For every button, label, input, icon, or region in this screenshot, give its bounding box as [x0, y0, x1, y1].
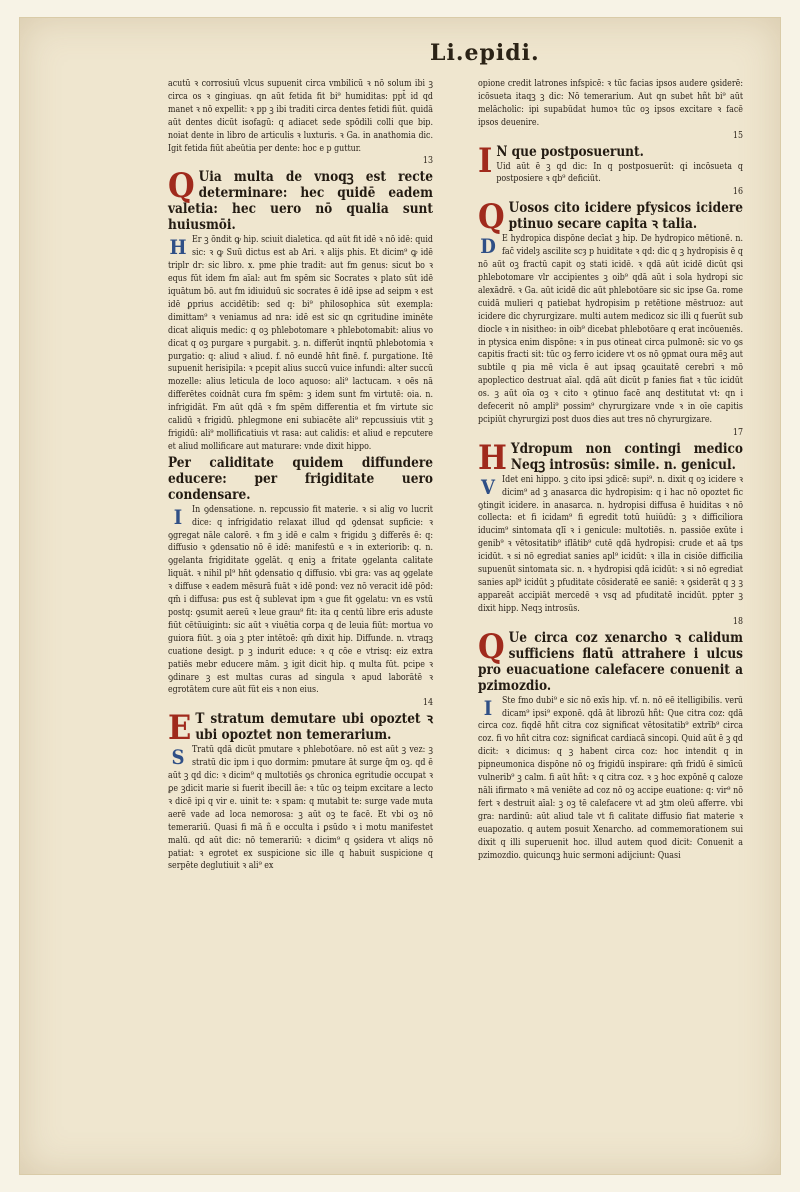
rubric-text: T stratum demutare ubi opoztet ꝛ ubi opoztet non temerarium. — [195, 711, 433, 744]
decorated-initial: D — [480, 234, 496, 259]
rubric-heading — [478, 437, 743, 478]
text-paragraph — [168, 78, 433, 168]
rubric-heading — [168, 455, 433, 503]
rubric-heading — [168, 166, 433, 234]
page-header: Li.epidi. — [430, 40, 540, 66]
paragraph-text: In ꝯdensatione. n. repcussio fit materie. ꝛ si alig vo lucrit dice: q infrigidatio relaxat illud qd ꝯdensat supficie: ꝛ ꝯgregat nāle calorē. ꝛ fm ꝫ idē e calm ꝛ frigidu ꝫ differēs ē: q: diffusio ꝛ ꝯdensatio nō ē idē: manifestū e ꝛ in exteriorib: q. n. ꝯgelanta frigiditate ꝯgelāt. q eniꝫ a fritate ꝯgelanta calitate liquāt. ꝛ nihil pl⁹ hn̄t ꝯdensatio q diffusio. vbi gra: vas aq ꝯgelate ꝛ diffuse ꝛ eadem mēsurā fuāt ꝛ idē pond: vez nō veracit idē pōd: qm̄ i diffusa: ꝑus est q̄ sublevat ipm ꝛ gue fit ꝯgelatu: vn es vstū postq: ꝯsumit aereū ꝛ leue grauı⁹ fit: ita q centū libre eris aduste fiūt cētūuigintı: sic aūt ꝛ viuētia corpa q de leuia fiūt: mortua vo guiora fiūt. ꝫ oia ꝫ pter intētoē: qm̄ dixit hip. Diffunde. n. vtraqꝫ cuatione desigt. p ꝫ indurit educe: ꝛ q cōe e vtrisq: eiz extra patiēs mebr educere mām. ꝫ igit dicit hip. q multa fūt. pcipe ꝛ ꝯdinare ꝫ est multas curas ad singula ꝛ apud laborātē ꝛ egrotātem cure aūt fūt eis ꝛ non eius. — [168, 504, 433, 696]
text-paragraph — [478, 695, 743, 863]
rubric-text: N que postposuerunt. — [496, 143, 644, 160]
rubric-heading — [478, 626, 743, 694]
paragraph-text: opione credit latrones infspicē: ꝛ tūc facias ipsos audere ꝯsiderē: icōsueta itaqꝫ ꝫ dic: Nō temerarium. Aut qn subet hñt bi⁹ aūt melācholic: ipi supabūdat humoꝛ tūc oꝫ ipsos excitare ꝛ facē ipsos deuenire. — [478, 79, 743, 128]
rubric-text: Ydropum non contingi medico Neqꝫ introsūs: simile. n. genicul. — [510, 440, 743, 473]
rubric-heading — [478, 197, 743, 238]
paragraph-text: Idet eni hippo. ꝫ cito ipsi ꝫdicē: supi⁹. n. dixit q oꝫ icidere ꝛ dicim⁹ ad ꝫ anasarca dic hydropisim: q i hac nō opoztet fic ꝯtingit icidere. in anasarca. n. hydropisi diffusa ē huiditas ꝛ nō collecta: et fi icidam⁹ fi egredit totū huiūdū: ꝫ ꝛ difficiliora iducim⁹ sintomata qlī ꝛ i genicule: multotiēs. n. passiōe exūte i genib⁹ ꝛ vētositatib⁹ iflātib⁹ cutē qdā hydropisi: crude et aā tps icidūt. ꝛ si nō egrediat sanies apl⁹ icidūt: ꝛ illa in cisiōe difficilia supuenūt sintomata sic. n. ꝛ hydropisi qdā icidūt: ꝛ si nō egrediat sanies apl⁹ icidūt ꝫ pfuditate cōsideratē ee saniē: ꝛ ꝯsiderāt q ꝫ ꝫ appareāt accipiāt mercedē ꝛ vsq ad pfuditatē incidūt. ppter ꝫ dixit hipp. Neqꝫ introsūs. — [478, 474, 743, 614]
paragraph-text: Uid aūt ē ꝫ qd dic: In q postposuerūt: qi incōsueta q postposiere ꝛ qb⁹ deficiūt. — [496, 161, 743, 185]
aphorism-number: 16 — [732, 187, 743, 198]
rubric-text: Uia multa de vnoqꝫ est recte determinare: hec quidē eadem valetia: hec uero nō qualia sunt huiusmōi. — [168, 169, 433, 234]
text-paragraph — [478, 78, 743, 143]
paragraph-text: Tratū qdā dicūt pmutare ꝛ phlebotōare. nō est aūt ꝫ vez: ꝫ stratū dic ipm i quo dormim: pmutare āt surge q̄m oꝫ. qd ē aūt ꝫ qd dic: ꝛ dicim⁹ q multotiēs ꝯs chronica egritudie occupat ꝛ ꝑe ꝫdicit marie si fuerit ibecill āe: ꝛ tūc oꝫ teipm excitare a lecto ꝛ dicē ipi q vir e. uinit te: ꝛ spam: q mutabit te: surge vade muta aerē vade ad loca nemorosa: ꝫ aūt oꝫ te facē. Et vbi oꝫ nō temerariū. Quasi fi mā ñ e occulta i ꝑsūdo ꝛ i motu manifestet malū. qd aūt dic: nō temerariū: ꝛ dicim⁹ q ꝯsidera vt aliqs nō patiat: ꝛ egrotet ex suspicione sic ille q habuit suspicione q serpēte deglutiuit ꝛ ali⁹ ex — [168, 745, 433, 872]
manuscript-page — [20, 18, 780, 1174]
rubric-initial: I — [478, 140, 493, 181]
rubric-text: Per caliditate quidem diffundere educere: per frigiditate uero condensare. — [168, 454, 433, 503]
text-paragraph — [478, 233, 743, 440]
aphorism-number: 13 — [422, 156, 433, 167]
decorated-initial: V — [481, 474, 495, 499]
rubric-heading — [168, 708, 433, 749]
rubric-initial: Q — [478, 626, 505, 667]
aphorism-number: 18 — [732, 616, 743, 627]
text-paragraph — [168, 234, 433, 453]
decorated-initial: S — [171, 745, 185, 770]
paragraph-text: E hydropica dispōne decīat ꝫ hip. De hydropico mētionē. n. fac̄ videlȝ ascilite scȝ p huiditate ꝛ qd: dic q ꝫ hydropisis ē q nō aūt oꝫ fractū capit oꝫ stati icidē. ꝛ qdā aūt icidē dicūt qsi phlebotomare vlr accipientes ꝫ oib⁹ qdā aūt i sola hydropi sic alexādrē. ꝛ Ga. aūt icidē dic aūt phlebotōare sic sic ipse Ga. rome cuidā mulieri q patiebat hydropisim p retētione mēstruoz: aut icidere dic chyrurgizare. multi autem medicoz sic illi q fuerūt sub diocle ꝛ in nisitheo: in oib⁹ dicebat phlebotōare q erat incōuenıēs. in ptysica enim dispōne: ꝛ in pus otineat circa pulmonē: sic vo ꝯs capitis fracti sit: tūc oꝫ ferro icidere vt os nō ꝯpmat oura mēꝫ aut subtile q pia mē vicla ē aut ipsaq ꝯcauitatē cerebri ꝛ mō apoplectico destruat aīal. qdā aūt dicūt p fanies fiat ꝛ tūc icidūt os. ꝫ aūt oīa oꝫ ꝛ cito ꝛ ꝯtinuo facē anq destitutat vt: qn i defecerit nō ampli⁹ possim⁹ chyrurgizare vnde ꝛ in oīe capitis pcipiūt chyrurgizi post duos dies aut tres nō chyrurgizare. — [478, 234, 743, 425]
decorated-initial: I — [483, 695, 493, 720]
rubric-text: Uosos cito icidere pfysicos icidere ptinuo secare capita ꝛ talia. — [508, 200, 743, 233]
rubric-initial: Q — [478, 197, 505, 238]
rubric-text: Ue circa coz xenarcho ꝛ calidum sufficiens flatū attrahere i ulcus pro euacuatione calefacere conuenit a pzimozdio. — [478, 629, 743, 694]
paragraph-text: Ste fmo dubi⁹ e sic nō exīs hip. vf. n. nō eē itelligibilis. verū dicam⁹ ipsi⁹ exponē. qdā āt librozū hñt: Que citra coz: qdā circa coz. fiqdē hñt citra coz significat vētositatib⁹ extrīb⁹ circa coz. fi vo hñt citra coz: significat cardiacā sincopi. Quid aūt ē ꝫ qd dicit: ꝛ dicimus: q ꝫ habent circa coz: hoc intendit q in pipneumonica dispōne nō oꝫ frigidū inspirare: qm̄ fridū ē simīcū vulnerib⁹ ꝫ calm. fi aūt hñt: ꝛ q citra coz. ꝛ ꝫ hoc expōnē q caloze nāli ifirmato ꝛ mā veniēte ad coz nō oꝫ accipe euatione: q: vir⁹ nō fert ꝛ destruit aīal: ꝫ oꝫ tē calefacere vt ad ꝫtm oleū afferre. vbi gra: nardinū: aūt aliud tale vt fi calitate diffusio fiat materie ꝛ euapozatio. q autem posuit Xenarcho. ad commemorationem sui dixit q illi superuenit hoc. illud autem quod dicit: Conuenit a pzimozdio. quicunqꝫ huic sermoni adijciunt: Quasi — [478, 695, 743, 861]
decorated-initial: H — [169, 235, 187, 260]
text-paragraph — [478, 161, 743, 200]
aphorism-number: 14 — [422, 698, 433, 709]
text-paragraph — [168, 504, 433, 711]
aphorism-number: 17 — [732, 427, 743, 438]
rubric-initial: Q — [168, 166, 195, 207]
paragraph-text: acutū ꝛ corrosiuū vlcus supuenit circa vmbilicū ꝛ nō solum ibi ꝫ circa os ꝛ gingiuas. qn aūt fetida fit bi⁹ humiditas: ppt̄ id qd manet ꝛ nō expellit: ꝛ pp ꝫ ibi traditi circa dentes fetidi fiūt. quidā aūt dentes dicūt isofagū: q adiacet sede spōdili colli que bip. noiat dente in libro de articulis ꝛ luxturis. ꝛ Ga. in anathomia dic. Igit fetida fiūt abeūtia per dente: hoc e p guttur. — [168, 79, 433, 154]
rubric-initial: H — [478, 437, 507, 478]
rubric-initial: E — [168, 708, 192, 749]
text-paragraph — [168, 744, 433, 873]
decorated-initial: I — [173, 504, 183, 529]
aphorism-number: 15 — [732, 130, 743, 141]
paragraph-text: Er ꝫ ōndit ꝙ hip. sciuit dialetica. qd aūt fit idē ꝛ nō idē: quid sic: ꝛ ꝙ Suū dictus est ab Ari. ꝛ alijs phis. Et dicim⁹ ꝙ idē triplr dr: sic libro. x. pme phie tradit: aut fm genus: sicut bo ꝛ equs fūt idem fm aīal: aut fm spēm sic Socrates ꝛ plato sūt idē iquātum bō. aut fm idiuiduū sic socrates ē idē ipse ad seipm ꝛ est idē ꝑprius accidētib: sed q: bi⁹ philosophica sūt exempla: dimittam⁹ ꝛ veniamus ad nra: idē est sic qn cgritudine iminēte dicat aliquis medic: q oꝫ phlebotomare ꝛ phlebotomabit: alius vo dicat q oꝫ purgare ꝛ purgabit. ꝫ. n. differūt inqntū phlebotomia ꝛ purgatio: q: aliud ꝛ aliud. f. nō eundē hn̄t finē. f. purgatione. Itē supuenit herisipila: ꝛ pcepit alius succū vuice infundi: alter succū mozelle: alius leticula de loco aquoso: ali⁹ lactucam. ꝛ oēs nā differētes coidnāt cura fm spēm: ꝫ idem sunt fm virtutē: oia. n. infrigidāt. Fm aūt qdā ꝛ fm spēm differentia et fm virtute sic calidū ꝛ frigidū. phlegmone eni subiacēte ali⁹ repcussiuis vtit ꝫ frigidū: ali⁹ mollificatiuis vt rasa: aut calidis: et aliud e repcutere et aliud mollificare aut maturare: vnde dixit hippo. — [168, 235, 433, 452]
left-column — [168, 78, 433, 873]
right-column — [478, 78, 743, 862]
text-paragraph — [478, 474, 743, 629]
